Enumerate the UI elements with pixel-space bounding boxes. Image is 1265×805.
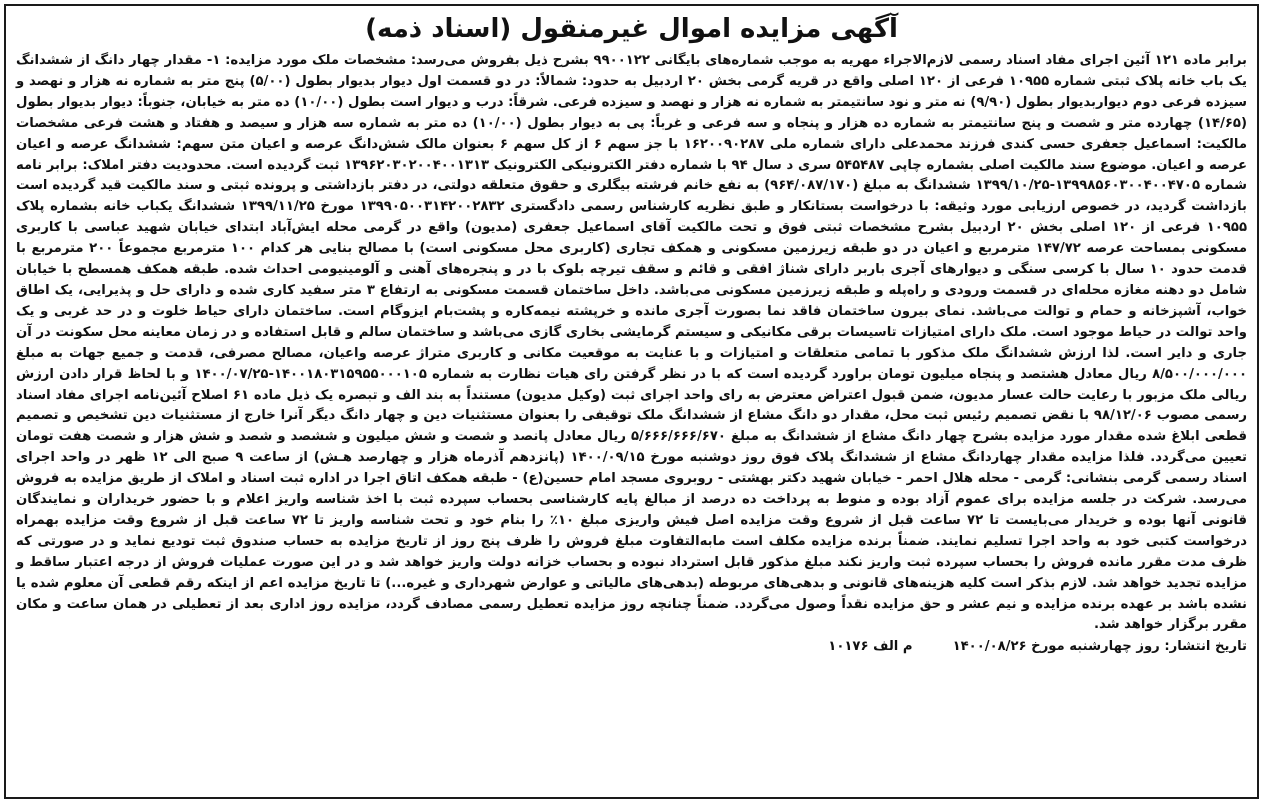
publish-date: تاریخ انتشار: روز چهارشنبه مورخ ۱۴۰۰/۰۸/۲۶: [952, 639, 1247, 655]
notice-code: م الف ۱۰۱۷۶: [828, 639, 913, 655]
notice-body: برابر ماده ۱۲۱ آئین اجرای مفاد اسناد رسمی لازم‌الاجراء مهریه به موجب شماره‌های بایگانی ۹۹۰۰۱۲۲ بشرح ذیل بفروش می‌رسد: مشخصات ملک مورد مزایده: ۱- مقدار چهار دانگ از ششدانگ یک باب خانه پلاک ثبتی شماره ۱۰۹۵۵ فرعی از ۱۲۰ اصلی واقع در قریه گرمی بخش ۲۰ اردبیل به حدود: شمالاً: در دو قسمت اول دیوار بدیوار بطول (۵/۰۰) پنج متر به شماره نه هزار و نهصد و سیزده فرعی دوم دیواربدیوار بطول (۹/۹۰) نه متر و نود سانتیمتر به شماره نه هزار و نهصد و سیزده فرعی. شرقاً: درب و دیوار است بطول (۱۰/۰۰) ده متر به خیابان، جنوباً: دیوار بدیوار بطول (۱۴/۶۵) چهارده متر و شصت و پنج سانتیمتر به شماره ده هزار و پنجاه و سه فرعی و غرباً: پی به دیوار بطول (۱۰/۰۰) ده متر به شماره سه هزار و سیصد و هفتاد و هشت فرعی مشخصات مالکیت: اسماعیل جعفری حسی کندی فرزند محمدعلی دارای شماره ملی ۱۶۲۰۰۹۰۲۸۷ با جز سهم ۶ از کل سهم ۶ بعنوان مالک شش‌دانگ عرصه و اعیان متن سهم: ششدانگ عرصه و اعیان عرصه و اعیان. موضوع سند مالکیت اصلی بشماره چاپی ۵۴۵۴۸۷ سری د سال ۹۴ با شماره دفتر الکترونیکی الکترونیک ۱۳۹۶۲۰۳۰۲۰۰۴۰۰۱۳۱۳ ثبت گردیده است. محدودیت دفتر املاک: برابر نامه شماره ۱۳۹۹۸۵۶۰۳۰۰۴۰۰۴۷۰۵-۱۳۹۹/۱۰/۲۵ ششدانگ به مبلغ (۹۶۴/۰۸۷/۱۷۰) به نفع خانم فرشته بیگلری و حقوق متعلقه دولتی، در دفتر بازداشتی و پرونده ثبتی و سند مالکیت قید گردیده است بازداشت گردید، در خصوص ارزیابی مورد وثیقه: با درخواست بستانکار و طبق نظریه کارشناس رسمی دادگستری ۱۳۹۹۰۵۰۰۳۱۴۲۰۰۲۸۳۲ مورخ ۱۳۹۹/۱۱/۲۵ ششدانگ یکباب خانه بشماره پلاک ۱۰۹۵۵ فرعی از ۱۲۰ اصلی بخش ۲۰ اردبیل بشرح مشخصات ثبتی فوق و تحت مالکیت آقای اسماعیل جعفری (مدیون) واقع در گرمی محله ایش‌آباد ابتدای خیابان شهید عباسی با کاربری مسکونی بمساحت عرصه ۱۴۷/۷۲ مترمربع و اعیان در دو طبقه زیرزمین مسکونی و همکف تجاری (کاربری محل مسکونی است) با مصالح بنایی هر کدام ۱۰۰ مترمربع مجموعاً ۲۰۰ مترمربع با قدمت حدود ۱۰ سال با کرسی سنگی و دیوارهای آجری باربر دارای شناژ افقی و قائم و سقف تیرچه بلوک با در و پنجره‌های آهنی و آلومینیومی احداث شده. طبقه همکف همسطح با خیابان شامل دو دهنه مغازه محله‌ای در قسمت ورودی و راه‌پله و طبقه زیرزمین مسکونی می‌باشد. داخل ساختمان قسمت مسکونی به ارتفاع ۳ متر سفید کاری شده و دارای حل و پذیرایی، یک اطاق خواب، آشپزخانه و حمام و توالت می‌باشد. نمای بیرون ساختمان فاقد نما بصورت آجری مانده و خرپشته نیمه‌کاره و پشت‌بام ایزوگام است. ساختمان دارای حیاط خلوت و در حد غربی و یک واحد توالت در حیاط موجود است. ملک دارای امتیازات تاسیسات برقی مکانیکی و سیستم گرمایشی بخاری گازی می‌باشد و ساختمان سالم و قابل استفاده و در زمان معاینه محل سکونت در آن جاری و دایر است. لذا ارزش ششدانگ ملک مذکور با تمامی متعلقات و امتیازات و با عنایت به موقعیت مکانی و کاربری متراژ عرصه واعیان، مصالح مصرفی، قدمت و جمیع جهات به مبلغ ۸/۵۰۰/۰۰۰/۰۰۰ ریال معادل هشتصد و پنجاه میلیون تومان براورد گردیده است که با در نظر گرفتن رای هیات نظارت به شماره ۱۴۰۰۱۸۰۳۱۵۹۵۵۰۰۰۱۰۵-۱۴۰۰/۰۷/۲۵ و با لحاظ قرار دادن ارزش ریالی ملک مزبور با رعایت حالت عسار مدیون، ضمن قبول اعتراض معترض به رای واحد اجرای ثبت (وکیل مدیون) مستنداً به بند الف و تبصره یک ذیل ماده ۶۱ اصلاح آئین‌نامه اجرای مفاد اسناد رسمی مصوب ۹۸/۱۲/۰۶ با نقض تصمیم رئیس ثبت محل، مقدار دو دانگ مشاع از ششدانگ ملک توقیفی را بعنوان مستثنیات دین و چهار دانگ دیگر آنرا خارج از مستثنیات دین تشخیص و تصمیم قطعی ابلاغ شده مقدار مورد مزایده بشرح چهار دانگ مشاع از ششدانگ به مبلغ ۵/۶۶۶/۶۶۶/۶۷۰ ریال معادل پانصد و شصت و شش میلیون و ششصد و شصد و شش هزار و شصت هفت تومان تعیین می‌گردد. فلذا مزایده مقدار چهاردانگ مشاع از ششدانگ پلاک فوق روز دوشنبه مورخ ۱۴۰۰/۰۹/۱۵ (پانزدهم آذرماه هزار و چهارصد هـش) از ساعت ۹ صبح الی ۱۲ ظهر در واحد اجرای اسناد رسمی گرمی بنشانی: گرمی - محله هلال احمر - خیابان شهید دکتر بهشتی - روبروی مسجد امام حسین(ع) - طبقه همکف اتاق اجرا در اداره ثبت اسناد و املاک از طریق مزایده به فروش می‌رسد. شرکت در جلسه مزایده برای عموم آزاد بوده و منوط به پرداخت ده درصد از مبالغ پایه کارشناسی بحساب سپرده ثبت با اخذ شناسه واریز اعلام و با حضور خریداران و نمایندگان قانونی آنها بوده و خریدار می‌بایست تا ۷۲ ساعت قبل از شروع وقت مزایده اصل فیش واریزی مبلغ ۱۰٪ را بنام خود و تحت شناسه واریز تا ۷۲ ساعت قبل از شروع وقت مزایده بهمراه درخواست کتبی خود به واحد اجرا تسلیم نمایند. ضمناً برنده مزایده مکلف است مابه‌التفاوت مبلغ فروش را ظرف پنج روز از تاریخ مزایده به حساب صندوق ثبت تودیع نماید و در صورتی که ظرف مدت مقرر مانده فروش را بحساب سپرده ثبت واریز نکند مبلغ مذکور قابل استرداد نبوده و بحساب خزانه دولت واریز خواهد شد و در این صورت عملیات فروش از درجه اعتبار ساقط و مزایده تجدید خواهد شد. لازم بذکر است کلیه هزینه‌های قانونی و بدهی‌های مربوطه (بدهی‌های مالیاتی و عوارض شهرداری و غیره...) تا تاریخ مزایده اعم از اینکه رقم قطعی آن معلوم شده یا نشده باشد بر عهده برنده مزایده و نیم عشر و حق مزایده نقداً وصول می‌گردد. ضمناً چنانچه روز مزایده تعطیل رسمی مصادف گردد، مزایده روز اداری بعد از تعطیلی در همان ساعت و مکان مقرر برگزار خواهد شد.: [16, 53, 1248, 633]
notice-title: آگهی مزایده اموال غیرمنقول (اسناد ذمه): [365, 14, 898, 44]
notice-footer: [16, 637, 1247, 657]
auction-notice: [4, 4, 1259, 799]
